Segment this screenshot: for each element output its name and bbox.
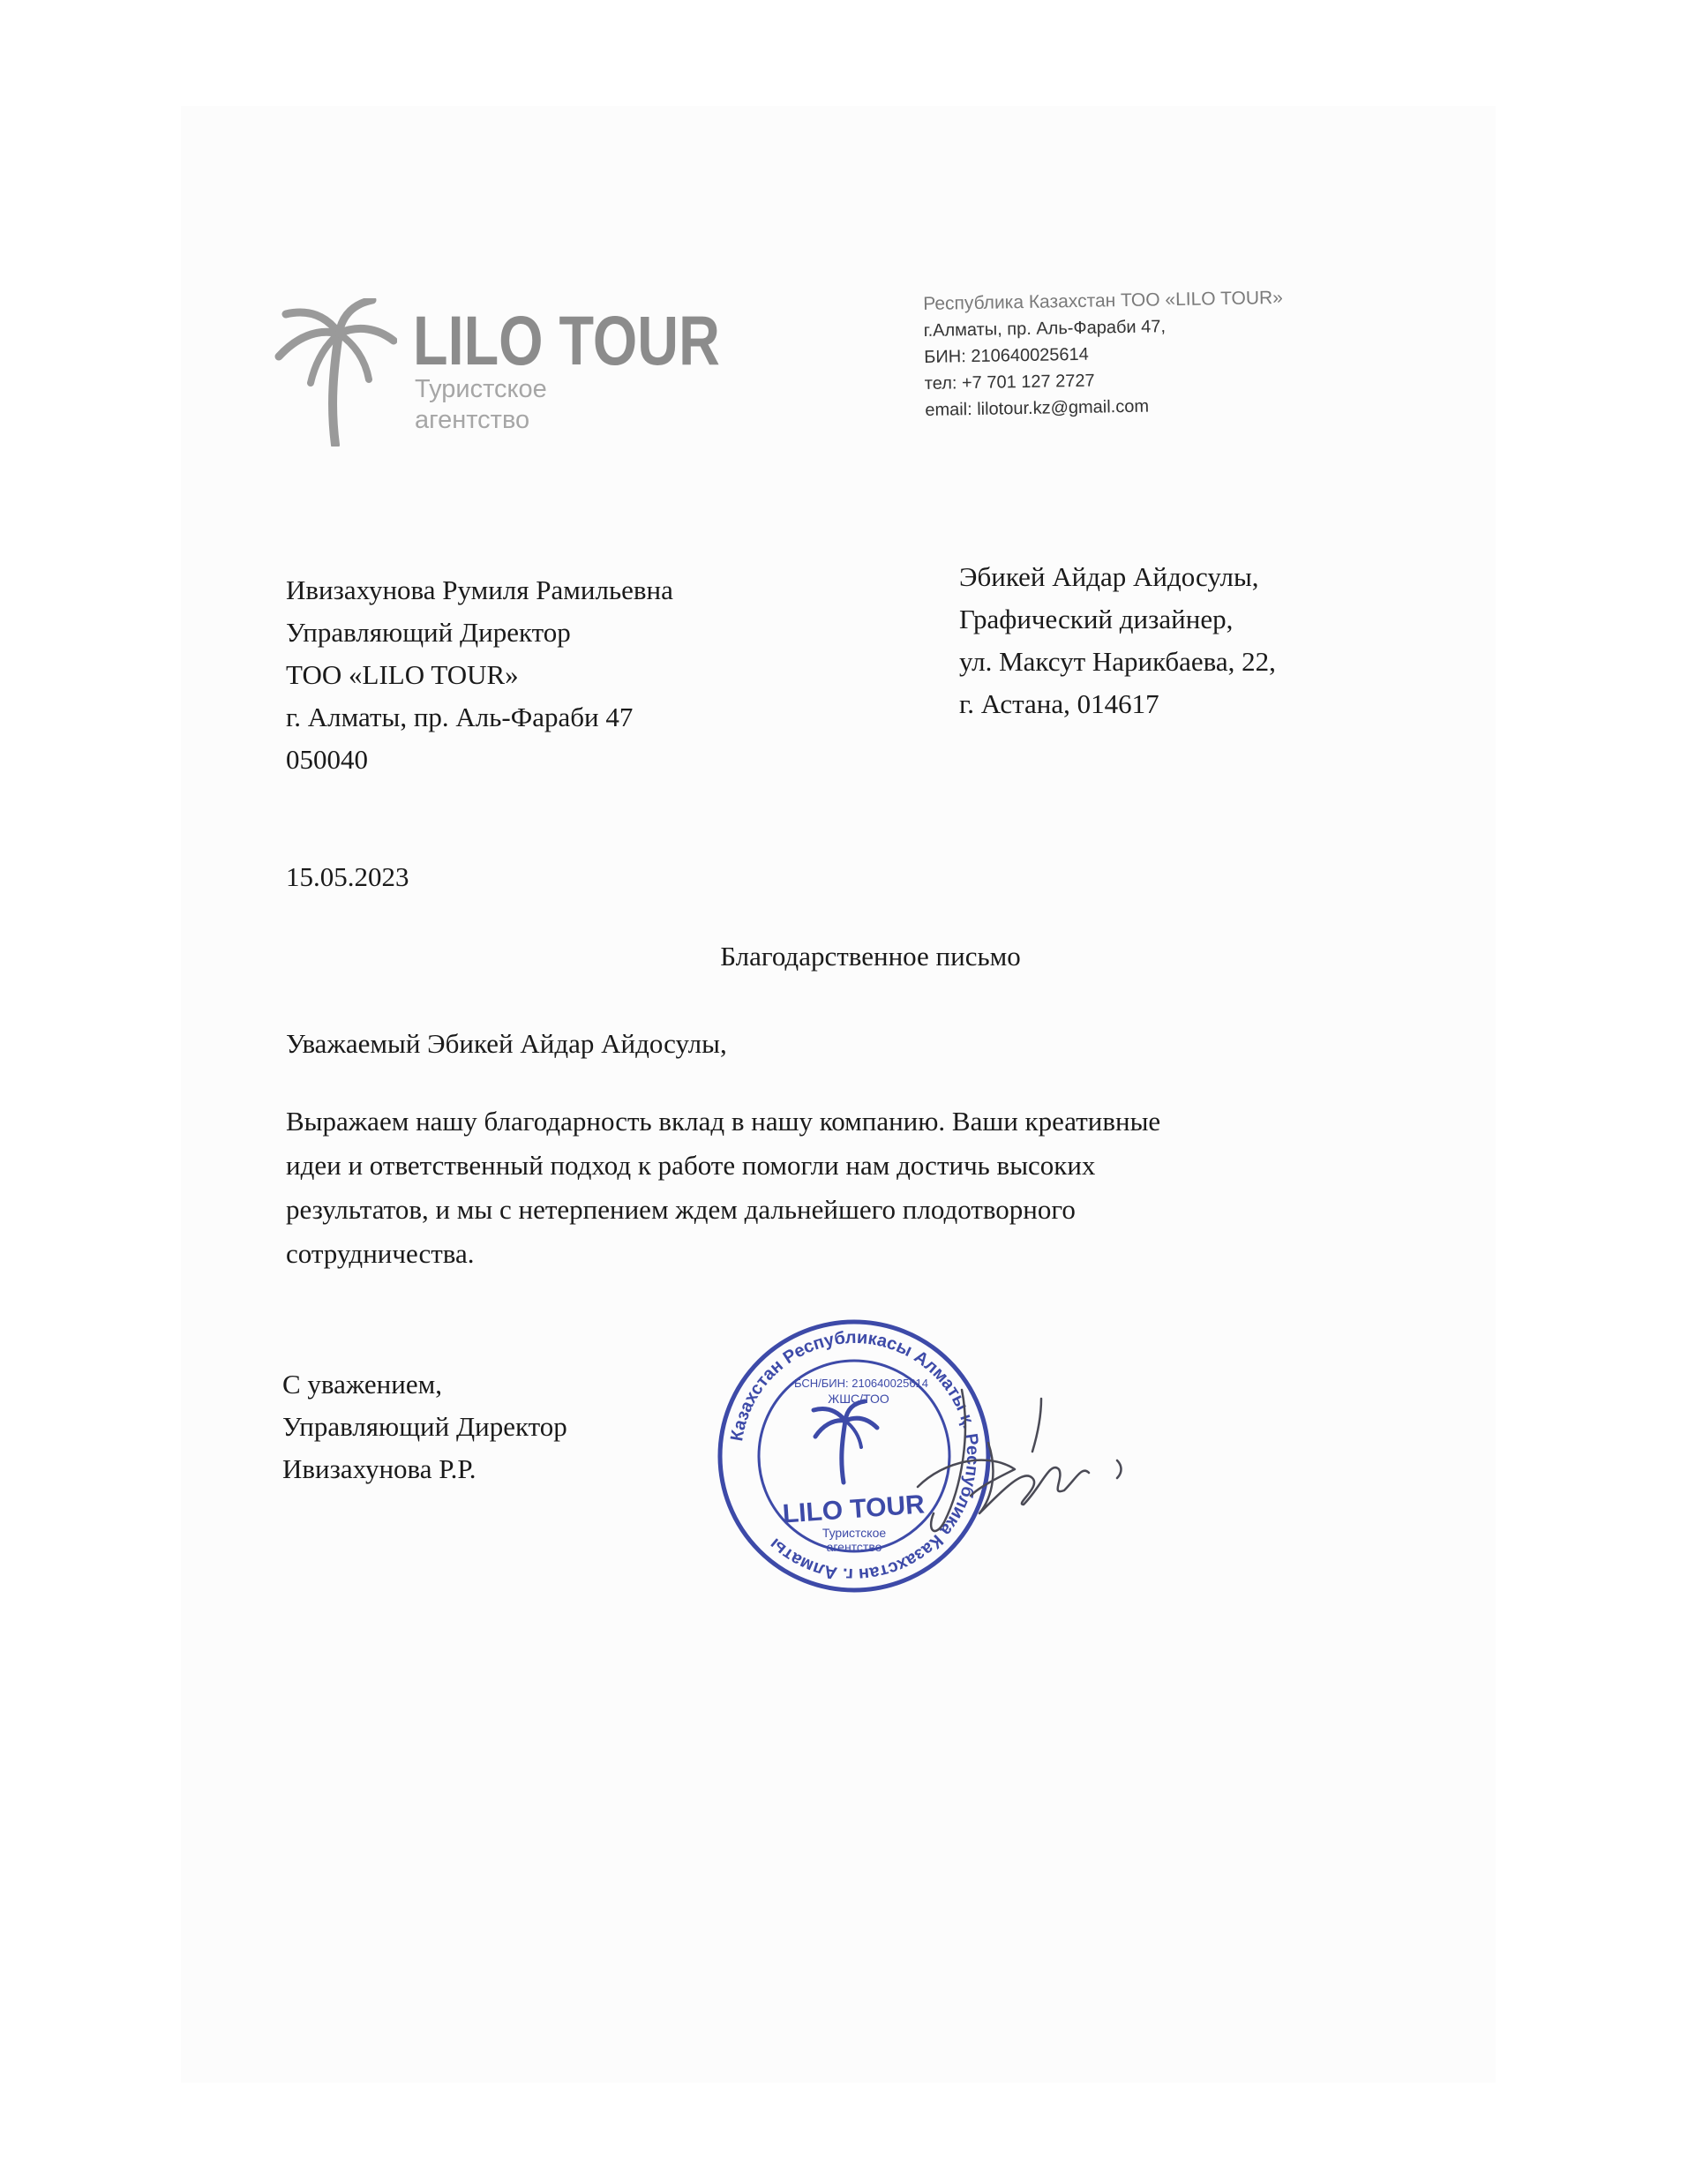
handwritten-signature	[909, 1381, 1138, 1549]
logo-title: LILO TOUR	[413, 301, 720, 379]
sender-company: ТОО «LILO TOUR»	[286, 659, 519, 690]
logo-subtitle-line2: агентство	[415, 406, 530, 434]
letter-greeting: Уважаемый Эбикей Айдар Айдосулы,	[286, 1028, 727, 1059]
logo-subtitle	[415, 374, 547, 436]
closing-position: Управляющий Директор	[282, 1411, 567, 1442]
stamp-outer-text: Казахстан Республикасы Алматы қ. Республика Казахстан г. Алматы	[727, 1327, 983, 1585]
sender-block	[286, 569, 673, 781]
recipient-block	[959, 556, 1276, 725]
stamp-brand: LILO TOUR	[781, 1490, 926, 1529]
recipient-street: ул. Максут Нарикбаева, 22,	[959, 646, 1276, 677]
company-title: Республика Казахстан ТОО «LILO TOUR»	[923, 287, 1284, 314]
letter-subject: Благодарственное письмо	[720, 941, 1021, 972]
letterhead-contacts	[923, 283, 1384, 424]
stamp-sub1: Туристское	[821, 1526, 887, 1540]
recipient-city: г. Астана, 014617	[959, 688, 1159, 719]
company-phone: тел: +7 701 127 2727	[924, 371, 1095, 394]
body-line: Выражаем нашу благодарность вклад в нашу компанию. Ваши креативные	[286, 1106, 1161, 1137]
recipient-name: Эбикей Айдар Айдосулы,	[959, 561, 1259, 592]
body-line: идеи и ответственный подход к работе помогли нам достичь высоких	[286, 1150, 1096, 1181]
sender-name: Ивизахунова Румиля Рамильевна	[286, 574, 673, 605]
sender-address: г. Алматы, пр. Аль-Фараби 47	[286, 702, 634, 732]
stamp-bin: БСН/БИН: 210640025614	[793, 1377, 929, 1390]
company-bin: БИН: 210640025614	[924, 344, 1090, 367]
company-address: г.Алматы, пр. Аль-Фараби 47,	[923, 317, 1167, 341]
stamp-sub2: агентство	[826, 1540, 882, 1554]
letter-date: 15.05.2023	[286, 861, 409, 892]
company-email: email: lilotour.kz@gmail.com	[925, 396, 1150, 420]
logo-subtitle-line1: Туристское	[415, 375, 547, 403]
closing-phrase: С уважением,	[282, 1369, 442, 1400]
letter-body	[286, 1100, 1327, 1276]
stamp-type: ЖШС/ТОО	[828, 1392, 889, 1406]
body-line: сотрудничества.	[286, 1238, 475, 1269]
closing-name: Ивизахунова Р.Р.	[282, 1453, 476, 1484]
letter-subject-row	[0, 941, 1688, 972]
sender-postcode: 050040	[286, 744, 368, 775]
closing-block	[282, 1363, 567, 1490]
recipient-position: Графический дизайнер,	[959, 604, 1234, 634]
stamp-palm-icon	[814, 1401, 877, 1482]
body-line: результатов, и мы с нетерпением ждем дальнейшего плодотворного	[286, 1194, 1076, 1225]
sender-position: Управляющий Директор	[286, 617, 571, 648]
palm-logo-icon	[274, 298, 397, 447]
